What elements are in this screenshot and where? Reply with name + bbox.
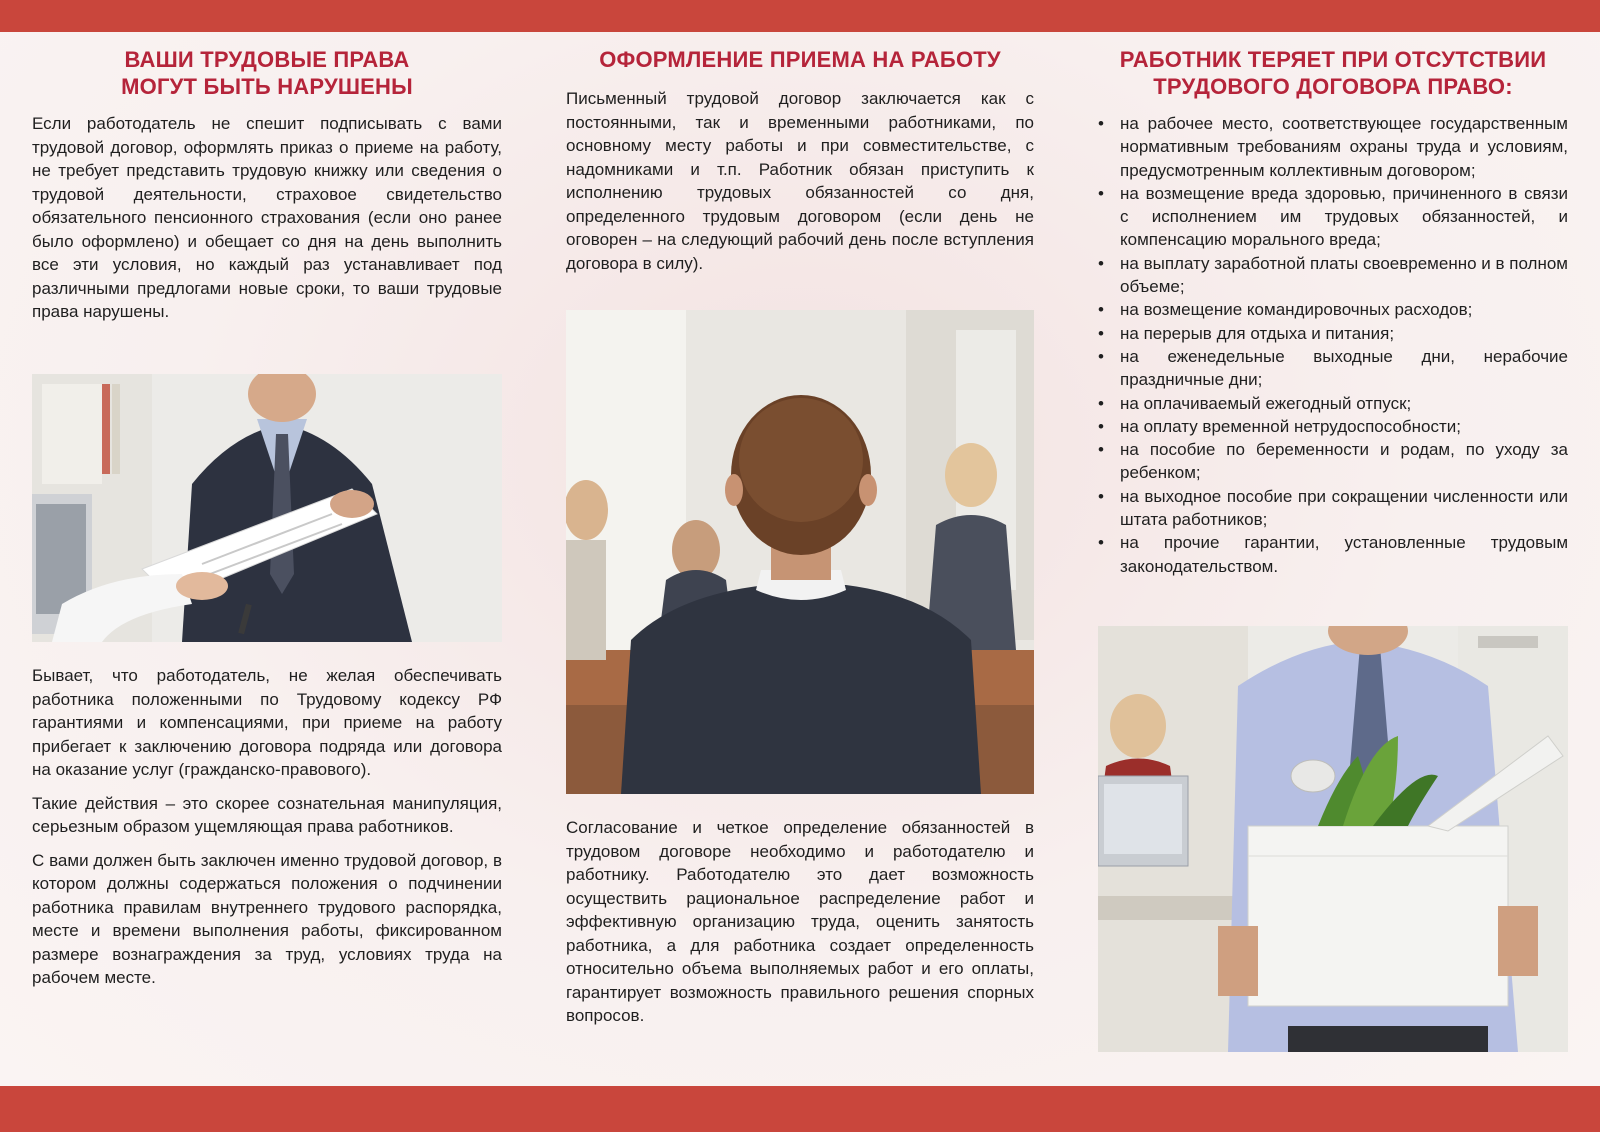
list-item: • на еженедельные выходные дни, нерабочие праздничные дни; (1098, 345, 1568, 392)
column-hiring (566, 46, 1034, 275)
column-lost-rights (1098, 46, 1568, 578)
bottom-band (0, 1086, 1600, 1132)
photo-dismissed-employee (1098, 626, 1568, 1052)
photo-document-handover (32, 374, 502, 642)
list-item: • на рабочее место, соответствующее государственным нормативным требованиям охраны труда и условиям, предусмотренным коллективным договором; (1098, 112, 1568, 182)
column-hiring-lower (566, 816, 1034, 1028)
title-line-1: ВАШИ ТРУДОВЫЕ ПРАВА (124, 47, 410, 72)
lost-rights-title (1098, 46, 1568, 100)
title-line-1: РАБОТНИК ТЕРЯЕТ ПРИ ОТСУТСТВИИ (1119, 47, 1547, 72)
list-item: • на оплачиваемый ежегодный отпуск; (1098, 392, 1568, 415)
list-item: • на выплату заработной платы своевременно и в полном объеме; (1098, 252, 1568, 299)
list-item: • на оплату временной нетрудоспособности; (1098, 415, 1568, 438)
paragraph-labor-contract-required: С вами должен быть заключен именно трудовой договор, в котором должны содержаться положения о подчинении работника правилам внутреннего трудового распорядка, месте и времени выполнения работы, фиксированном размере вознаграждения за труд, условиях труда на рабочем месте. (32, 850, 502, 987)
paragraph-duties-definition: Согласование и четкое определение обязанностей в трудовом договоре необходимо и работодателю и работнику. Работодателю это дает возможность осуществить рациональное распределение работ и эффективную организацию труда, оценить занятость работника, а для работника создает определенность относительно объема выполняемых работ и его оплаты, гарантирует возможность правильного решения спорных вопросов. (566, 818, 1034, 1025)
lost-rights-list (1098, 112, 1568, 578)
column-rights-violated-lower (32, 664, 502, 990)
paragraph-written-contract: Письменный трудовой договор заключается как с постоянными, так и временными работниками, по основному месту работы и при совместительстве, с надомниками и т.п. Работник обязан приступить к исполнению трудовых обязанностей со дня, определенного трудовым договором (если день не оговорен – на следующий рабочий день после вступления договора в силу). (566, 89, 1034, 273)
list-item: • на пособие по беременности и родам, по уходу за ребенком; (1098, 438, 1568, 485)
list-item: • на возмещение вреда здоровью, причиненного в связи с исполнением им трудовых обязанностей, и компенсацию морального вреда; (1098, 182, 1568, 252)
list-item: • на перерыв для отдыха и питания; (1098, 322, 1568, 345)
list-item: • на возмещение командировочных расходов; (1098, 298, 1568, 321)
rights-violated-title (32, 46, 502, 100)
hiring-title: ОФОРМЛЕНИЕ ПРИЕМА НА РАБОТУ (599, 47, 1001, 72)
column-rights-violated (32, 46, 502, 324)
title-line-2: ТРУДОВОГО ДОГОВОРА ПРАВО: (1153, 74, 1513, 99)
title-line-2: МОГУТ БЫТЬ НАРУШЕНЫ (121, 74, 413, 99)
paragraph-intro: Если работодатель не спешит подписывать с вами трудовой договор, оформлять приказ о приеме на работу, не требует представить трудовую книжку или сведения о трудовой деятельности, страховое свидетельство обязательного пенсионного страхования (если оно ранее было оформлено) и обещает со дня на день выполнить все эти условия, но каждый раз устанавливает под различными предлогами новые сроки, то ваши трудовые права нарушены. (32, 114, 502, 321)
list-item: • на выходное пособие при сокращении численности или штата работников; (1098, 485, 1568, 532)
top-band (0, 0, 1600, 32)
paragraph-manipulation: Такие действия – это скорее сознательная манипуляция, серьезным образом ущемляющая права работников. (32, 793, 502, 836)
list-item: • на прочие гарантии, установленные трудовым законодательством. (1098, 531, 1568, 578)
paragraph-contract-substitution: Бывает, что работодатель, не желая обеспечивать работника положенными по Трудовому кодексу РФ гарантиями и компенсациями, при приеме на работу прибегает к заключению договора подряда или договора на оказание услуг (гражданско-правового). (32, 666, 502, 779)
photo-job-interview (566, 310, 1034, 794)
